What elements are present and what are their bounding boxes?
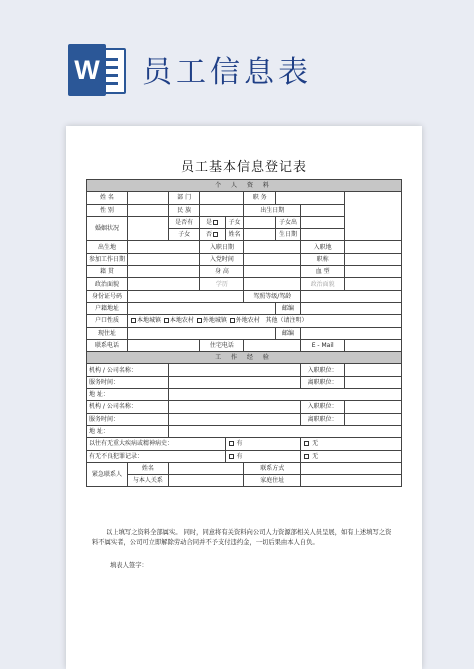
label-child-gender: 子女出: [275, 216, 300, 228]
field-id-no[interactable]: [127, 290, 244, 302]
field-em-name[interactable]: [168, 462, 244, 474]
field-zip2[interactable]: [301, 327, 402, 339]
option-other-rural: 外地农村: [235, 317, 260, 325]
field-reg-addr[interactable]: [127, 302, 275, 314]
label-blood: 血 型: [301, 266, 345, 278]
label-marital: 婚姻状况: [87, 216, 128, 241]
label-child-birth: 生日期: [275, 229, 300, 241]
field-em-relation[interactable]: [168, 475, 244, 487]
field-license[interactable]: [301, 290, 402, 302]
label-zip2: 邮编: [275, 327, 300, 339]
field-position[interactable]: [275, 192, 344, 204]
word-icon-letter: W: [68, 44, 106, 96]
label-home-phone: 住宅电话: [200, 339, 244, 351]
label-period: 服务时间：: [87, 413, 169, 425]
field-political[interactable]: [127, 278, 199, 290]
field-join-date[interactable]: [244, 241, 301, 253]
label-child2: 子女: [168, 229, 200, 241]
label-reg-addr: 户籍地址: [87, 302, 128, 314]
label-em-addr: 家庭住址: [244, 475, 301, 487]
field-dept[interactable]: [200, 192, 244, 204]
label-addr: 地 址：: [87, 389, 169, 401]
field-work-start[interactable]: [127, 253, 199, 265]
label-ethnicity: 民 族: [168, 204, 200, 216]
document-paper: [66, 126, 422, 669]
label-addr: 地 址：: [87, 425, 169, 437]
label-period: 服务时间：: [87, 376, 169, 388]
have-label: 有: [236, 452, 243, 460]
label-child: 子女: [225, 216, 244, 228]
label-native: 籍 贯: [87, 266, 128, 278]
label-name: 姓 名: [87, 192, 128, 204]
field-birthplace[interactable]: [127, 241, 199, 253]
label-gender: 性 别: [87, 204, 128, 216]
label-zip: 邮编: [275, 302, 300, 314]
label-phone: 联系电话: [87, 339, 128, 351]
option-other-town: 外地城镇: [202, 317, 227, 325]
option-illness-yes[interactable]: [225, 438, 301, 450]
field-title-rank[interactable]: [345, 253, 402, 265]
checkbox-icon[interactable]: [304, 441, 309, 446]
field-party-group[interactable]: [345, 278, 402, 290]
label-degree: 学历: [200, 278, 244, 290]
page-title: 员工信息表: [142, 55, 312, 90]
label-leave-pos: 离职职位：: [301, 413, 345, 425]
label-join-pos: 入职职位：: [301, 401, 345, 413]
field-current-addr[interactable]: [127, 327, 275, 339]
label-join-pos: 入职职位：: [301, 364, 345, 376]
checkbox-icon[interactable]: [197, 318, 202, 323]
option-illness-no[interactable]: [301, 438, 402, 450]
label-dept: 部 门: [168, 192, 200, 204]
info-form-table: [86, 179, 402, 487]
field-em-contact[interactable]: [301, 462, 402, 474]
field-addr[interactable]: [168, 389, 401, 401]
field-zip[interactable]: [301, 302, 402, 314]
label-birthdate: 出生日期: [244, 204, 301, 216]
field-org[interactable]: [168, 401, 300, 413]
label-join-time: 入党时间: [200, 253, 244, 265]
field-join-place[interactable]: [345, 241, 402, 253]
label-illness: 以往有无重大疾病或精神病史：: [87, 438, 226, 450]
field-child-name[interactable]: [244, 229, 276, 241]
section-work: 工 作 经 验: [87, 352, 402, 364]
option-crime-no[interactable]: [301, 450, 402, 462]
label-crime: 有无不良犯罪记录：: [87, 450, 226, 462]
field-child[interactable]: [244, 216, 276, 228]
checkbox-icon[interactable]: [164, 318, 169, 323]
option-yes[interactable]: [200, 216, 225, 228]
field-name[interactable]: [127, 192, 168, 204]
label-license: 驾照等级/驾龄: [244, 290, 301, 302]
field-join-time[interactable]: [244, 253, 301, 265]
label-child-name: 姓名: [225, 229, 244, 241]
label-position: 职 务: [244, 192, 276, 204]
field-ethnicity[interactable]: [200, 204, 244, 216]
label-height: 身 高: [200, 266, 244, 278]
have-label: 有: [236, 440, 243, 448]
field-child-gender[interactable]: [301, 216, 345, 228]
yes-label: 是: [205, 219, 212, 227]
checkbox-icon[interactable]: [229, 454, 234, 459]
checkbox-icon[interactable]: [230, 318, 235, 323]
field-period[interactable]: [168, 376, 300, 388]
label-emergency: 紧急联系人: [87, 462, 128, 487]
field-child-birth[interactable]: [301, 229, 345, 241]
field-height[interactable]: [244, 266, 301, 278]
field-phone[interactable]: [127, 339, 199, 351]
section-personal: 个 人 资 料: [87, 180, 402, 192]
field-em-addr[interactable]: [301, 475, 402, 487]
label-org: 机构 / 公司名称：: [87, 364, 169, 376]
field-home-phone[interactable]: [244, 339, 301, 351]
label-hukou: 户口性质: [87, 315, 128, 327]
field-org[interactable]: [168, 364, 300, 376]
label-email: E - Mail: [301, 339, 345, 351]
declaration-text: 以上填写之资料全部属实。 同时，同意将有关资料向公司人力资源部相关人员呈展，如有上述填写之资料不属实者，公司可立即解除劳动合同并不予支付违约金，一切后果由本人自负。: [92, 529, 392, 546]
field-gender[interactable]: [127, 204, 168, 216]
checkbox-icon[interactable]: [304, 454, 309, 459]
checkbox-icon[interactable]: [213, 232, 218, 237]
checkbox-icon[interactable]: [229, 441, 234, 446]
label-id-no: 身份证号码: [87, 290, 128, 302]
field-birthdate[interactable]: [301, 204, 345, 216]
label-leave-pos: 离职职位：: [301, 376, 345, 388]
label-title-rank: 职称: [301, 253, 345, 265]
none-label: 无: [312, 452, 319, 460]
option-crime-yes[interactable]: [225, 450, 301, 462]
label-current-addr: 现住址: [87, 327, 128, 339]
field-join-pos[interactable]: [345, 401, 402, 413]
field-addr[interactable]: [168, 425, 401, 437]
checkbox-icon[interactable]: [213, 220, 218, 225]
option-local-town: 本地城镇: [136, 317, 161, 325]
option-local-rural: 本地农村: [169, 317, 194, 325]
option-no[interactable]: [200, 229, 225, 241]
label-join-place: 入职地: [301, 241, 345, 253]
label-em-relation: 与本人关系: [127, 475, 168, 487]
label-em-name: 姓名: [127, 462, 168, 474]
none-label: 无: [312, 440, 319, 448]
no-label: 否: [205, 231, 212, 239]
form-title: 员工基本信息登记表: [180, 160, 307, 175]
label-birthplace: 出生地: [87, 241, 128, 253]
page-header: [0, 0, 474, 118]
label-political: 政治面貌: [87, 278, 128, 290]
label-org: 机构 / 公司名称：: [87, 401, 169, 413]
label-party-group: 政治面貌: [301, 278, 345, 290]
label-em-contact: 联系方式: [244, 462, 301, 474]
photo-box[interactable]: [345, 192, 402, 241]
field-period[interactable]: [168, 413, 300, 425]
label-join-date: 入职日期: [200, 241, 244, 253]
checkbox-icon[interactable]: [131, 318, 136, 323]
option-other: 其他（请注明）: [265, 317, 308, 325]
field-email[interactable]: [345, 339, 402, 351]
field-marital[interactable]: [127, 216, 168, 241]
field-degree[interactable]: [244, 278, 301, 290]
hukou-options: [127, 315, 401, 327]
signature-label: 填表人签字：: [110, 562, 148, 569]
field-leave-pos[interactable]: [345, 413, 402, 425]
word-document-icon: [68, 44, 126, 96]
field-leave-pos[interactable]: [345, 376, 402, 388]
label-has: 是否有: [168, 216, 200, 228]
field-native[interactable]: [127, 266, 199, 278]
declaration: [92, 528, 396, 548]
label-work-start: 参加工作日期: [87, 253, 128, 265]
field-blood[interactable]: [345, 266, 402, 278]
field-join-pos[interactable]: [345, 364, 402, 376]
